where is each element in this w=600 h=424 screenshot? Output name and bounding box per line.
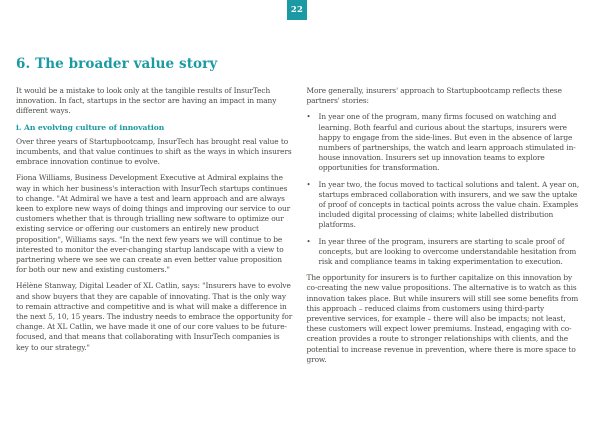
- subsection-title: i. An evolving culture of innovation: [16, 122, 165, 132]
- right-column: [307, 86, 585, 371]
- bullet-text: In year three of the program, insurers are starting to scale proof of concepts, but are looking to overcome understandable hesitation from risk and compliance teams in taking experimentation to execution.: [318, 236, 577, 267]
- paragraph-opportunity-closing: The opportunity for insurers is to further capitalize on this innovation by co-creating the new value propositions. The alternative is to watch as this innovation takes place. But while insurers will still see some benefits from this approach – reduced claims from customers using third-party preventive services, for example – there will also be impacts; not least, these customers will expect lower premiums. Instead, engaging with co-creation provides a route to stronger relationships with clients, and the potential to increase revenue in prevention, where there is more space to grow.: [306, 273, 579, 364]
- bullet-list: [307, 112, 585, 267]
- left-column: [16, 86, 294, 371]
- bullet-item-year-one: [307, 112, 585, 173]
- bullet-item-year-three: [307, 237, 585, 268]
- paragraph-helene-stanway-quote: Hélène Stanway, Digital Leader of XL Catlin, says: "Insurers have to evolve and show buyers that they are capable of innovating. That is the only way to remain attractive and competitive and is what will make a difference in the next 5, 10, 15 years. The industry needs to embrace the opportunity for change. At XL Catlin, we have made it one of our core values to be future-focused, and that means that collaborating with InsurTech companies is key to our strategy.": [16, 281, 293, 352]
- paragraph-startupbootcamp-value: Over three years of Startupbootcamp, InsurTech has brought real value to incumbents, and that value continues to shift as the ways in which insurers embrace innovation continue to evolve.: [16, 136, 292, 167]
- right-intro-paragraph: More generally, insurers' approach to Startupbootcamp reflects these partners' stories:: [306, 86, 562, 106]
- bullet-text: In year two, the focus moved to tactical solutions and talent. A year on, startups embraced collaboration with insurers, and we saw the uptake of proof of concepts in tactical points across the value chain. Examples included digital processing of claims; white labelled distribution platforms.: [318, 179, 580, 230]
- page-title: 6. The broader value story: [16, 56, 218, 72]
- bullet-icon: •: [306, 237, 311, 246]
- bullet-item-year-two: [307, 180, 585, 231]
- paragraph-fiona-williams-quote: Fiona Williams, Business Development Executive at Admiral explains the way in which her business's interaction with InsurTech startups continues to change. "At Admiral we have a test and learn approach and are always keen to explore new ways of doing things and improving our service to our customers whether that is through trialling new software to optimize our existing service or offering our customers an entirely new product proposition", Williams says. "In the next few years we will continue to be interested to monitor the ever-changing startup landscape with a view to partnering where we see we can create an even better value proposition for both our new and existing customers.": [16, 173, 291, 275]
- two-column-layout: [16, 86, 584, 371]
- page-number-badge: 22: [287, 0, 307, 20]
- bullet-icon: •: [306, 180, 311, 189]
- bullet-icon: •: [306, 113, 311, 122]
- bullet-text: In year one of the program, many firms focused on watching and learning. Both fearful and curious about the startups, insurers were happy to engage from the side-lines. But even in the absence of large numbers of partnerships, the watch and learn approach stimulated in-house innovation. Insurers set up innovation teams to explore opportunities for transformation.: [318, 112, 576, 173]
- left-intro-paragraph: It would be a mistake to look only at the tangible results of InsurTech innovation. In fact, startups in the sector are having an impact in many different ways.: [16, 86, 277, 116]
